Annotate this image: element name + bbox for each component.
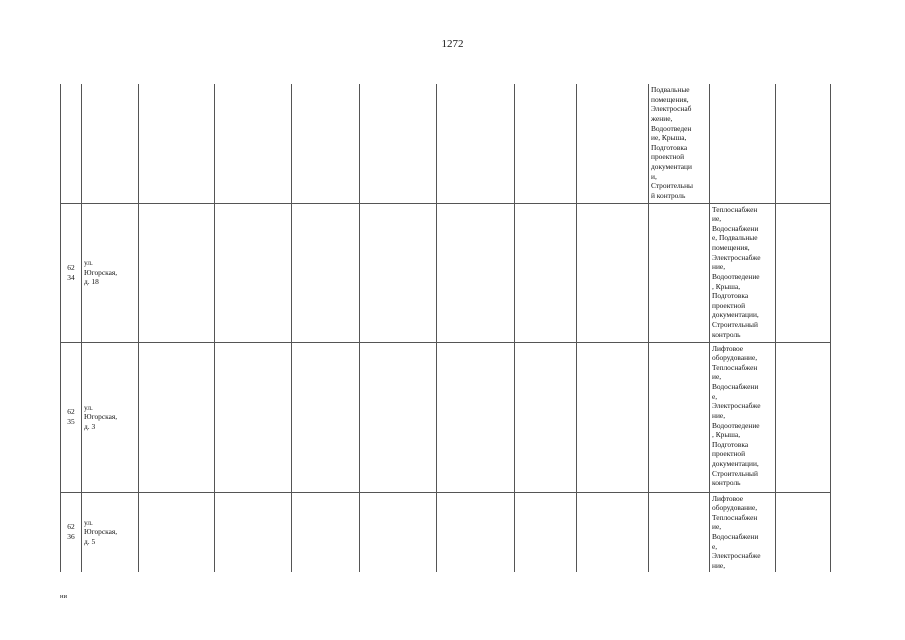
- row-number-cell: 62 34: [61, 203, 82, 342]
- empty-cell: [776, 203, 831, 342]
- empty-cell: [515, 203, 577, 342]
- empty-cell: [577, 203, 649, 342]
- address-cell: ул. Югорская, д. 3: [82, 342, 139, 492]
- work-types-cell: [649, 203, 710, 342]
- work-types-cell-2: Лифтовое оборудование, Теплоснабжен ие, Водоснабжени е, Электроснабже ние, Водоотведение , Крыша, Подготовка проектной документации, Строительный контроль: [710, 342, 776, 492]
- empty-cell: [215, 203, 292, 342]
- table-row: [61, 492, 831, 572]
- empty-cell: [215, 492, 292, 572]
- empty-cell: [776, 84, 831, 203]
- empty-cell: [360, 492, 437, 572]
- work-types-cell: Подвальные помещения, Электроснаб жение, Водоотведен ие, Крыша, Подготовка проектной документаци и, Строительны й контроль: [649, 84, 710, 203]
- empty-cell: [139, 492, 215, 572]
- repair-schedule-table: [60, 84, 831, 572]
- empty-cell: [360, 342, 437, 492]
- empty-cell: [292, 203, 360, 342]
- page-number: 1272: [441, 38, 464, 50]
- work-types-cell: [649, 492, 710, 572]
- empty-cell: [515, 342, 577, 492]
- empty-cell: [515, 492, 577, 572]
- empty-cell: [776, 492, 831, 572]
- empty-cell: [139, 203, 215, 342]
- table-row: [61, 84, 831, 203]
- empty-cell: [139, 84, 215, 203]
- row-number-cell: 62 35: [61, 342, 82, 492]
- empty-cell: [577, 342, 649, 492]
- address-cell: ул. Югорская, д. 5: [82, 492, 139, 572]
- empty-cell: [215, 84, 292, 203]
- work-types-cell: [649, 342, 710, 492]
- table-row: [61, 342, 831, 492]
- empty-cell: [360, 203, 437, 342]
- row-number-cell: 62 36: [61, 492, 82, 572]
- empty-cell: [437, 342, 515, 492]
- table-row: [61, 203, 831, 342]
- address-cell: ул. Югорская, д. 18: [82, 203, 139, 342]
- footer-mark: ни: [60, 593, 67, 600]
- empty-cell: [292, 342, 360, 492]
- empty-cell: [292, 84, 360, 203]
- address-cell: [82, 84, 139, 203]
- work-types-cell-2: Теплоснабжен ие, Водоснабжени е, Подвальные помещения, Электроснабже ние, Водоотведение , Крыша, Подготовка проектной документации, Строительный контроль: [710, 203, 776, 342]
- empty-cell: [292, 492, 360, 572]
- empty-cell: [215, 342, 292, 492]
- row-number-cell: [61, 84, 82, 203]
- work-types-cell-2: Лифтовое оборудование, Теплоснабжен ие, Водоснабжени е, Электроснабже ние,: [710, 492, 776, 572]
- empty-cell: [437, 84, 515, 203]
- empty-cell: [360, 84, 437, 203]
- empty-cell: [437, 203, 515, 342]
- empty-cell: [776, 342, 831, 492]
- empty-cell: [577, 84, 649, 203]
- empty-cell: [515, 84, 577, 203]
- work-types-cell-2: [710, 84, 776, 203]
- empty-cell: [437, 492, 515, 572]
- empty-cell: [577, 492, 649, 572]
- empty-cell: [139, 342, 215, 492]
